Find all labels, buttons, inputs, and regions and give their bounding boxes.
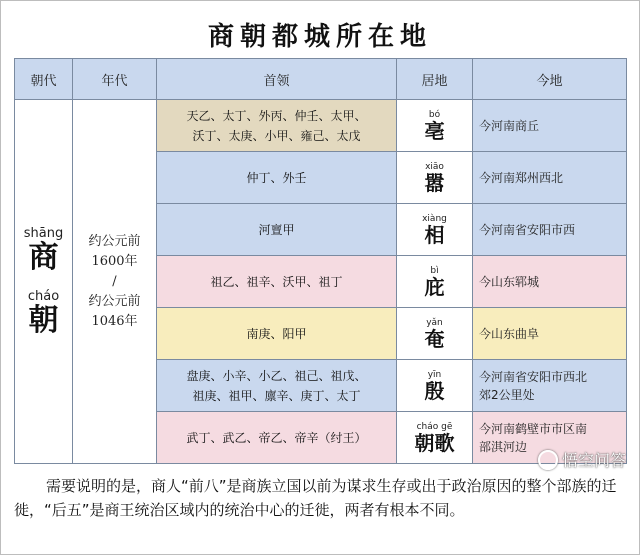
present-line: 郊2公里处 [479, 387, 535, 402]
page-title: 商朝都城所在地 [207, 21, 432, 52]
ruler-cell: 南庚、阳甲 [157, 308, 397, 360]
explanatory-note: 需要说明的是，商人“前八”是商族立国以前为谋求生存或出于政治原因的整个部族的迁徙，“后五”是商王统治区域内的统治中心的迁徙，两者有根本不同。 [14, 477, 617, 519]
present-line: 今河南省安阳市西北 [479, 369, 588, 384]
capital-pinyin: bì [430, 265, 439, 276]
present-line: 今河南鹤壁市市区南 [479, 421, 588, 436]
capital-name: 殷 [424, 378, 445, 403]
capital-cell [397, 152, 473, 204]
watermark [538, 448, 626, 471]
header-capital: 居地 [397, 59, 473, 100]
capital-name: 奄 [424, 326, 445, 351]
capital-pinyin: yīn [427, 369, 442, 380]
ruler-cell: 祖乙、祖辛、沃甲、祖丁 [157, 256, 397, 308]
ruler-cell: 仲丁、外壬 [157, 152, 397, 204]
era-cell [73, 100, 157, 464]
header-era: 年代 [73, 59, 157, 100]
dynasty-cell [15, 100, 73, 464]
title-bar [14, 12, 626, 56]
era-line: 1046年 [91, 313, 138, 329]
dynasty-pinyin-2: cháo [27, 288, 60, 304]
table-row [15, 100, 627, 152]
present-line: 部淇河边 [479, 439, 528, 454]
era-line: 1600年 [91, 253, 138, 269]
capital-name: 相 [424, 222, 445, 247]
dynasty-pinyin-1: shāng [23, 225, 64, 241]
ruler-cell [157, 360, 397, 412]
watermark-text: 悟空问答 [561, 451, 626, 470]
ruler-line: 天乙、太丁、外丙、仲壬、太甲、 [186, 108, 367, 123]
capital-cell [397, 308, 473, 360]
capital-pinyin: yǎn [426, 317, 443, 328]
capital-name: 嚣 [424, 170, 445, 195]
present-location: 今河南省安阳市西 [473, 204, 627, 256]
capital-name: 亳 [424, 118, 445, 143]
capital-cell [397, 360, 473, 412]
ruler-cell: 武丁、武乙、帝乙、帝辛（纣王） [157, 412, 397, 464]
present-location: 今山东曲阜 [473, 308, 627, 360]
wukong-logo-icon [538, 450, 558, 470]
capital-cell [397, 412, 473, 464]
table-header-row [15, 59, 627, 100]
capital-pinyin: xiāo [425, 161, 444, 172]
capital-name: 庇 [424, 274, 445, 299]
header-present: 今地 [473, 59, 627, 100]
header-ruler: 首领 [157, 59, 397, 100]
present-location [473, 360, 627, 412]
header-dynasty: 朝代 [15, 59, 73, 100]
capital-cell [397, 204, 473, 256]
capital-pinyin: xiàng [422, 213, 447, 224]
ruler-cell [157, 100, 397, 152]
present-location: 今山东郓城 [473, 256, 627, 308]
ruler-cell: 河亶甲 [157, 204, 397, 256]
present-location: 今河南商丘 [473, 100, 627, 152]
ruler-line: 沃丁、太庚、小甲、雍己、太戊 [192, 128, 361, 143]
era-line: 约公元前 [88, 233, 141, 249]
era-line: / [112, 273, 117, 289]
era-line: 约公元前 [88, 293, 141, 309]
dynasty-char-1: 商 [28, 239, 59, 275]
capital-table [14, 58, 626, 466]
ruler-line: 祖庚、祖甲、廪辛、庚丁、太丁 [192, 388, 361, 403]
capital-pinyin: bó [428, 109, 441, 120]
capital-cell [397, 100, 473, 152]
capital-cell [397, 256, 473, 308]
present-location: 今河南郑州西北 [473, 152, 627, 204]
capital-pinyin: cháo gē [416, 421, 453, 432]
dynasty-char-2: 朝 [28, 302, 59, 338]
capital-name: 朝歌 [414, 430, 455, 455]
ruler-line: 盘庚、小辛、小乙、祖己、祖戊、 [186, 368, 367, 383]
